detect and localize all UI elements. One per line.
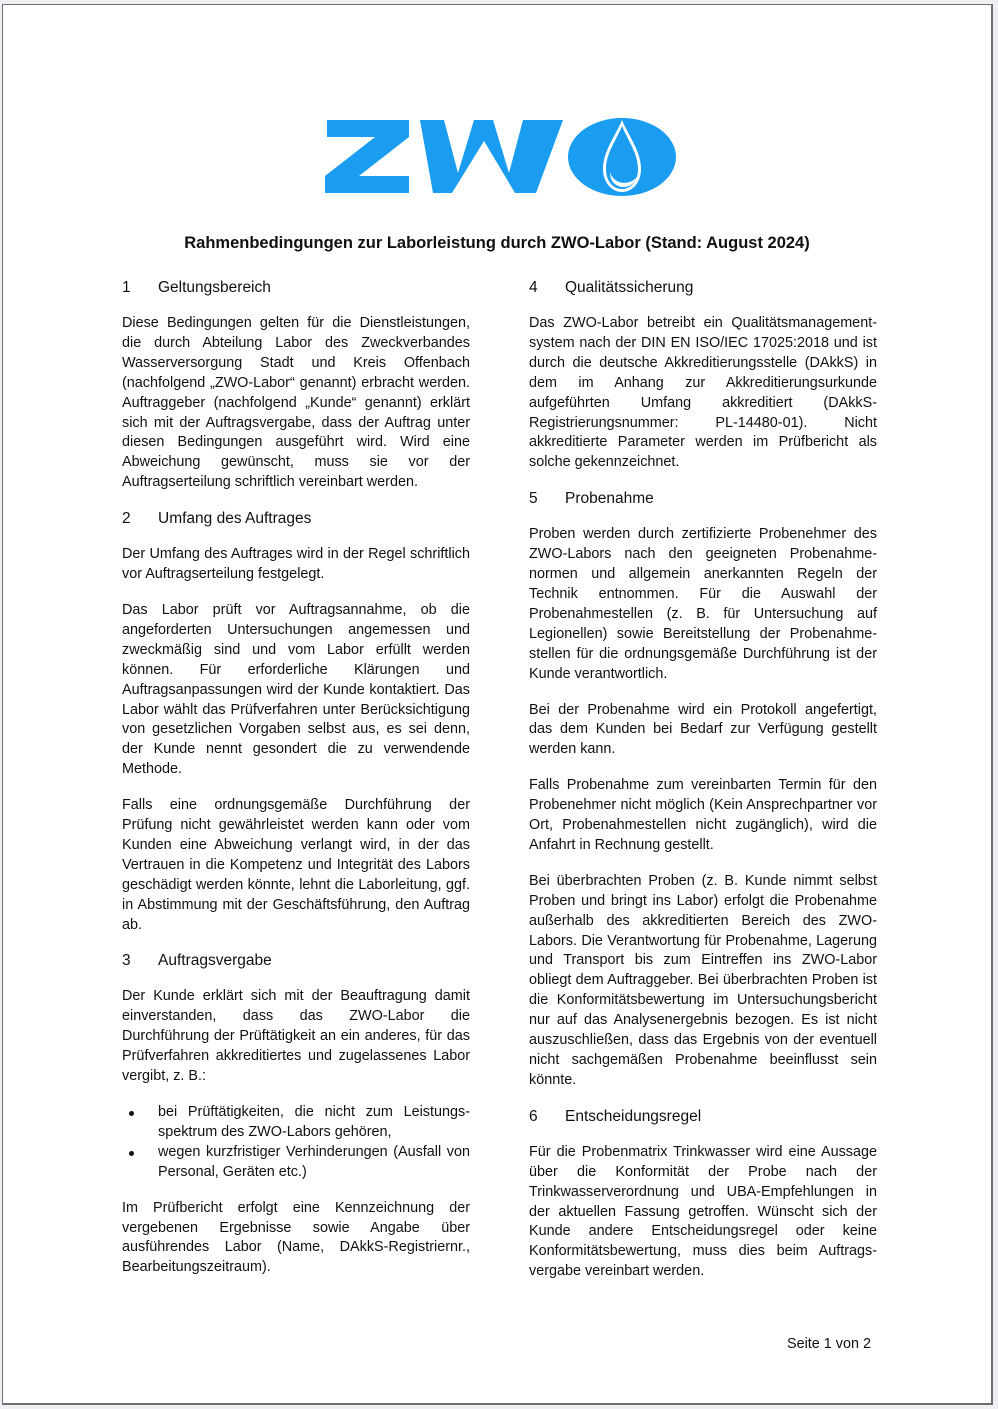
section-heading xyxy=(122,509,470,529)
section-number: 6 xyxy=(529,1107,538,1125)
section-title: Auftragsvergabe xyxy=(158,952,272,970)
paragraph: Der Umfang des Auftrages wird in der Regel schriftlich vor Auftragserteilung festgelegt. xyxy=(122,546,470,583)
section-title: Entscheidungsregel xyxy=(565,1107,702,1125)
logo-letter-z xyxy=(325,120,409,193)
paragraph: Der Kunde erklärt sich mit der Beauftragung damit einverstanden, dass das ZWO-Labor die Durchführung der Prüftätigkeit an ein anderes, für das Prüfverfahren akkreditiertes und zugelassenes Labor vergibt, z. B.: xyxy=(122,988,470,1085)
section-number: 3 xyxy=(122,952,131,970)
paragraph: Proben werden durch zertifizierte Probenehmer des ZWO-Labors nach den geeigneten Probenahmenormen und allgemein anerkannten Regeln der Technik entnommen. Für die Auswahl der Probenahmestellen (z. B. für Untersuchung auf Legionellen) sowie Bereitstellung der Probenahmestellen für die ordnungsgemäße Durchführung ist der Kunde verantwortlich. xyxy=(529,526,877,682)
document-title: Rahmenbedingungen zur Laborleistung durch ZWO-Labor (Stand: August 2024) xyxy=(184,234,810,252)
section-heading xyxy=(529,1107,877,1127)
section-number: 5 xyxy=(529,490,538,508)
section-number: 2 xyxy=(122,510,131,528)
section-heading xyxy=(122,278,470,298)
paragraph: Bei der Probenahme wird ein Protokoll angefertigt, das dem Kunden bei Bedarf zur Verfügung gestellt werden kann. xyxy=(529,701,877,758)
section-title: Probenahme xyxy=(565,490,654,508)
paragraph: Falls eine ordnungsgemäße Durchführung der Prüfung nicht gewährleistet werden kann oder vom Kunden eine Abweichung verlangt wird, in der das Vertrauen in die Kompetenz und Integrität des Labors geschädigt werden könnte, lehnt die Laborleitung, ggf. in Abstimmung mit der Geschäftsführung, den Auftrag ab. xyxy=(122,797,470,933)
paragraph: Falls Probenahme zum vereinbarten Termin für den Probenehmer nicht möglich (Kein Ansprechpartner vor Ort, Probenahmestellen nicht zugänglich), wird die Anfahrt in Rechnung gestellt. xyxy=(529,777,877,853)
section-title: Umfang des Auftrages xyxy=(158,510,312,528)
paragraph: Im Prüfbericht erfolgt eine Kennzeichnung der vergebenen Ergebnisse sowie Angabe über ausführendes Labor (Name, DAkkS-Registriernr., Bearbeitungszeitraum). xyxy=(122,1199,470,1276)
left-column xyxy=(122,278,470,1294)
paragraph: Das Labor prüft vor Auftragsannahme, ob die angeforderten Untersuchungen angemessen und zweckmäßig sind und vom Labor erfüllt werden können. Für erforderliche Klärungen und Auftragsanpassungen wird der Kunde kontaktiert. Das Labor wählt das Prüfverfahren unter Berücksichtigung von gesetzlichen Vorgaben selbst aus, es sei denn, der Kunde nennt gesondert die zu verwendende Methode. xyxy=(122,601,470,778)
section-heading xyxy=(529,489,877,509)
document-page xyxy=(2,4,993,1405)
logo-letter-w xyxy=(420,120,563,193)
section-heading xyxy=(122,951,470,971)
list-item xyxy=(122,1143,470,1183)
section-heading xyxy=(529,278,877,298)
bullet-icon xyxy=(129,1151,134,1156)
paragraph: Bei überbrachten Proben (z. B. Kunde nimmt selbst Proben und bringt ins Labor) erfolgt die Probenahme außerhalb des akkreditierten Bereich des ZWO-Labors. Die Verantwortung für Probenahme, Lagerung und Transport bis zum Eintreffen ins ZWO-Labor obliegt dem Auftraggeber. Bei überbrachten Proben ist die Konformitätsbewertung im Untersuchungsbericht nur auf das Analysenergebnis bezogen. Es ist nicht auszuschließen, dass das Ergebnis von der eventuell nicht sachgemäßen Probenahme beeinflusst sein könnte. xyxy=(529,872,877,1088)
list-item-text: bei Prüftätigkeiten, die nicht zum Leistungsspektrum des ZWO-Labors gehören, xyxy=(158,1104,470,1140)
list-item xyxy=(122,1103,470,1143)
paragraph: Diese Bedingungen gelten für die Dienstleistungen, die durch Abteilung Labor des Zweckverbandes Wasserversorgung Stadt und Kreis Offenbach (nachfolgend „ZWO-Labor“ genannt) erbracht werden. Auftraggeber (nachfolgend „Kunde“ genannt) erklärt sich mit der Auftragsvergabe, dass der Auftrag unter diesen Bedingungen ausgeführt wird. Wird eine Abweichung gewünscht, muss sie vor der Auftragserteilung schriftlich vereinbart werden. xyxy=(122,315,470,491)
bullet-icon xyxy=(129,1111,134,1116)
page-number: Seite 1 von 2 xyxy=(786,1336,871,1352)
section-number: 1 xyxy=(122,279,131,296)
bullet-list xyxy=(122,1103,470,1183)
paragraph: Das ZWO-Labor betreibt ein Qualitätsmanagementsystem nach der DIN EN ISO/IEC 17025:2018 und ist durch die deutsche Akkreditierungsstelle (DAkkS) in dem im Anhang zur Akkreditierungsurkunde aufgeführten Umfang akkreditiert (DAkkS-Registrierungsnummer: PL-14480-01). Nicht akkreditierte Parameter werden im Prüfbericht als solche gekennzeichnet. xyxy=(529,315,877,471)
list-item-text: wegen kurzfristiger Verhinderungen (Ausfall von Personal, Geräten etc.) xyxy=(158,1143,470,1180)
section-title: Geltungsbereich xyxy=(158,279,271,296)
zwo-logo xyxy=(323,113,681,199)
section-title: Qualitätssicherung xyxy=(565,279,694,296)
section-number: 4 xyxy=(529,279,538,296)
right-column xyxy=(529,278,877,1298)
paragraph: Für die Probenmatrix Trinkwasser wird eine Aussage über die Konformität der Probe nach der Trinkwasserverordnung und UBA-Empfehlungen in der aktuellen Fassung getroffen. Wünscht sich der Kunde andere Entscheidungsregel oder keine Konformitätsbewertung, muss dies beim Auftragsvergabe vereinbart werden. xyxy=(529,1143,877,1280)
